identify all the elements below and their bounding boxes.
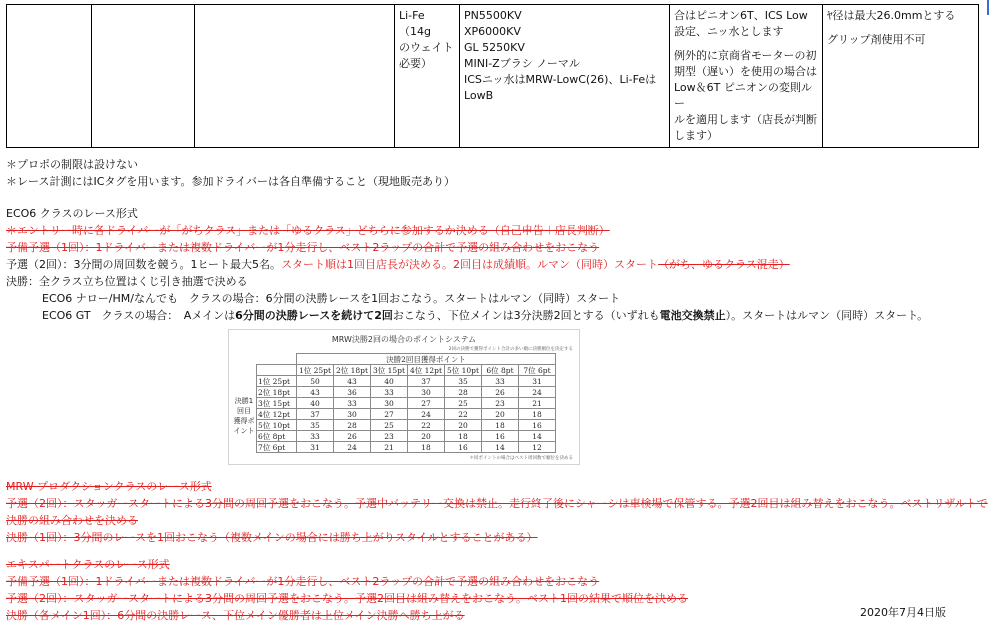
points-header: 決勝2回目獲得ポイント [297,354,556,365]
struck-line: 決勝（1回）：3分間のレースを1回おこなう（複数メインの場合には勝ち上がりスタイルとすることがある） [6,531,538,544]
points-value: 40 [297,398,334,409]
points-value: 23 [482,398,519,409]
section-heading: エキスパートクラスのレース形式 [6,558,170,571]
section-heading: MRW プロダクションクラスのレース形式 [6,480,212,493]
points-row-header: 4位 12pt [257,409,297,420]
points-column-header: 1位 25pt [297,365,334,376]
section-heading: ECO6 クラスのレース形式 [6,207,138,220]
cell-line: 例外的に京商省モーターの初 [674,49,817,62]
points-value: 18 [408,442,445,453]
table-row [257,387,556,398]
points-value: 20 [482,409,519,420]
empty-cell [257,365,297,376]
side-label-line: 回目 [237,407,251,415]
table-cell [92,5,195,148]
points-value: 21 [519,398,556,409]
struck-line: 予備予選（1回）：1ドライバーまたは複数ドライバーが1分走行し、ベスト2ラップの合計で予選の組み合わせをおこなう [6,575,600,588]
struck-line: 予選（2回）：スタッガースタートによる3分間の周回予選をおこなう。予選2回目は組み替えをおこなう。ベスト1回の結果で順位を決める [6,592,688,605]
final-line: 決勝：全クラス立ち位置はくじ引き抽選で決める [6,275,248,288]
text-span: 予選（2回）：3分間の周回数を競う。1ヒート最大5名。 [6,258,282,271]
points-value: 18 [519,409,556,420]
cell-line: LowB [464,89,494,102]
points-value: 35 [445,376,482,387]
points-value: 12 [519,442,556,453]
cell-line: MINI-Zブラシ ノーマル [464,57,580,70]
points-value: 33 [371,387,408,398]
points-column-header: 4位 12pt [408,365,445,376]
points-value: 28 [445,387,482,398]
struck-line: 予選（2回）：スタッガースタートによる3分間の周回予選をおこなう。予選中バッテリー交換は禁止。走行終了後にシャーシは車検場で保管する。予選2回目は組み替えをおこなう。ベストリザルトで [6,497,988,510]
cell-line: ﾔ径は最大26.0mmとする [827,9,956,22]
points-value: 26 [482,387,519,398]
cell-line: GL 5250KV [464,41,525,54]
text-span: ）。スタートはルマン（同時）スタート。 [725,309,929,322]
weight-cell [395,5,460,148]
points-value: 22 [445,409,482,420]
eco6-section [6,205,928,324]
points-value: 30 [371,398,408,409]
points-value: 43 [297,387,334,398]
points-value: 37 [297,409,334,420]
cell-line: 設定、ニッ水とします [674,25,784,38]
motor-cell [460,5,670,148]
cell-line: Li-Fe（14g [399,9,431,38]
table-row [257,409,556,420]
points-value: 25 [371,420,408,431]
points-value: 33 [334,398,371,409]
pinion-cell [670,5,823,148]
red-text: スタート順は1回目店長が決める。2回目は成績順。ルマン（同時）スタート [281,258,659,271]
points-value: 14 [519,431,556,442]
cell-line: します） [674,129,718,142]
points-value: 30 [334,409,371,420]
points-title: MRW決勝2回の場合のポイントシステム [331,335,477,344]
table-cell [195,5,395,148]
points-value: 25 [445,398,482,409]
points-value: 20 [408,431,445,442]
table-row [257,376,556,387]
points-value: 22 [408,420,445,431]
table-row [257,431,556,442]
points-table [256,353,556,453]
points-value: 40 [371,376,408,387]
bold-text: 電池交換禁止 [659,309,726,322]
points-value: 27 [408,398,445,409]
points-row-header: 2位 18pt [257,387,297,398]
qualifying-line [6,256,928,273]
cell-line: 合はピニオン6T、ICS Low [674,9,808,22]
points-row-header: 7位 6pt [257,442,297,453]
points-row-header: 5位 10pt [257,420,297,431]
points-note: 2回の決勝で獲得ポイント合計の多い順に決勝順位を決定する [448,347,573,352]
empty-cell [257,354,297,365]
text-span: おこなう、下位メインは3分決勝2回とする（いずれも [392,309,660,322]
cell-line: 期型（遅い）を使用の場合は [674,65,817,78]
struck-line: ＊エントリー時に各ドライバーが「がちクラス」または「ゆるクラス」どちらに参加するか決める（自己申告＋店長判断） [6,224,610,237]
table-row [257,420,556,431]
points-value: 35 [297,420,334,431]
points-side-label [231,396,257,436]
points-value: 36 [334,387,371,398]
points-column-header: 3位 15pt [371,365,408,376]
points-value: 43 [334,376,371,387]
tire-cell [823,5,979,148]
points-value: 27 [371,409,408,420]
cell-line: ICSニッ水はMRW-LowC(26)、Li-Feは [464,73,657,86]
points-column-header: 6位 8pt [482,365,519,376]
points-value: 26 [334,431,371,442]
points-value: 14 [482,442,519,453]
points-row-header: 6位 8pt [257,431,297,442]
struck-line: 予備予選（1回）：1ドライバーまたは複数ドライバーが1分走行し、ベスト2ラップの合計で予選の組み合わせをおこなう [6,241,600,254]
final-narrow-line: ECO6 ナロー/HM/なんでも クラスの場合：6分間の決勝レースを1回おこなう。スタートはルマン（同時）スタート [42,292,621,305]
points-value: 16 [519,420,556,431]
points-footnote: ＊同ポイントの場合はベスト周回数で順位を決める [469,456,573,461]
struck-text: （がち、ゆるクラス混走） [658,258,790,271]
cell-line: PN5500KV [464,9,522,22]
points-value: 20 [445,420,482,431]
points-column-header: 2位 18pt [334,365,371,376]
points-value: 24 [408,409,445,420]
text-span: ECO6 GT クラスの場合： Aメインは [42,309,236,322]
table-row [257,442,556,453]
points-value: 31 [519,376,556,387]
points-value: 33 [297,431,334,442]
side-label-line: イント [233,427,255,435]
points-value: 37 [408,376,445,387]
regulation-table [6,4,979,148]
cell-line: グリップ剤使用不可 [827,33,926,46]
notes-section [6,156,455,190]
points-value: 33 [482,376,519,387]
struck-line: 決勝（各メイン1回）：6分間の決勝レース、下位メイン優勝者は上位メイン決勝へ勝ち上がる [6,609,465,622]
version-date: 2020年7月4日版 [860,606,946,619]
points-value: 24 [519,387,556,398]
side-label-line: 獲得ポ [233,417,255,425]
points-column-header-row [257,365,556,376]
cell-gap [827,24,974,32]
cell-line: ルを適用します（店長が判断 [674,113,817,126]
bold-text: 6分間の決勝レースを続けて2回 [235,309,393,322]
final-gt-line [6,307,928,324]
note-line: ＊プロポの制限は設けない [6,158,138,171]
points-value: 28 [334,420,371,431]
table-row [257,398,556,409]
points-value: 24 [334,442,371,453]
points-column-header: 5位 10pt [445,365,482,376]
points-value: 16 [482,431,519,442]
cell-line: のウェイト [399,41,454,54]
mrw-section [6,478,988,546]
cell-line: Low＆6T ピニオンの変則ルー [674,81,812,110]
points-row-header: 1位 25pt [257,376,297,387]
side-label-line: 決勝1 [234,397,254,405]
points-value: 18 [445,431,482,442]
points-system-image [228,329,580,465]
note-line: ＊レース計測にはICタグを用います。参加ドライバーは各自準備すること（現地販売あり） [6,175,455,188]
table-cell [7,5,92,148]
cell-line: XP6000KV [464,25,521,38]
points-value: 30 [408,387,445,398]
points-value: 50 [297,376,334,387]
struck-line: 決勝の組み合わせを決める [6,514,138,527]
points-value: 21 [371,442,408,453]
points-column-header: 7位 6pt [519,365,556,376]
cell-line: 必要） [399,57,432,70]
points-value: 23 [371,431,408,442]
expert-section [6,556,688,624]
points-row-header: 3位 15pt [257,398,297,409]
points-value: 16 [445,442,482,453]
points-value: 31 [297,442,334,453]
cell-gap [674,40,818,48]
points-value: 18 [482,420,519,431]
